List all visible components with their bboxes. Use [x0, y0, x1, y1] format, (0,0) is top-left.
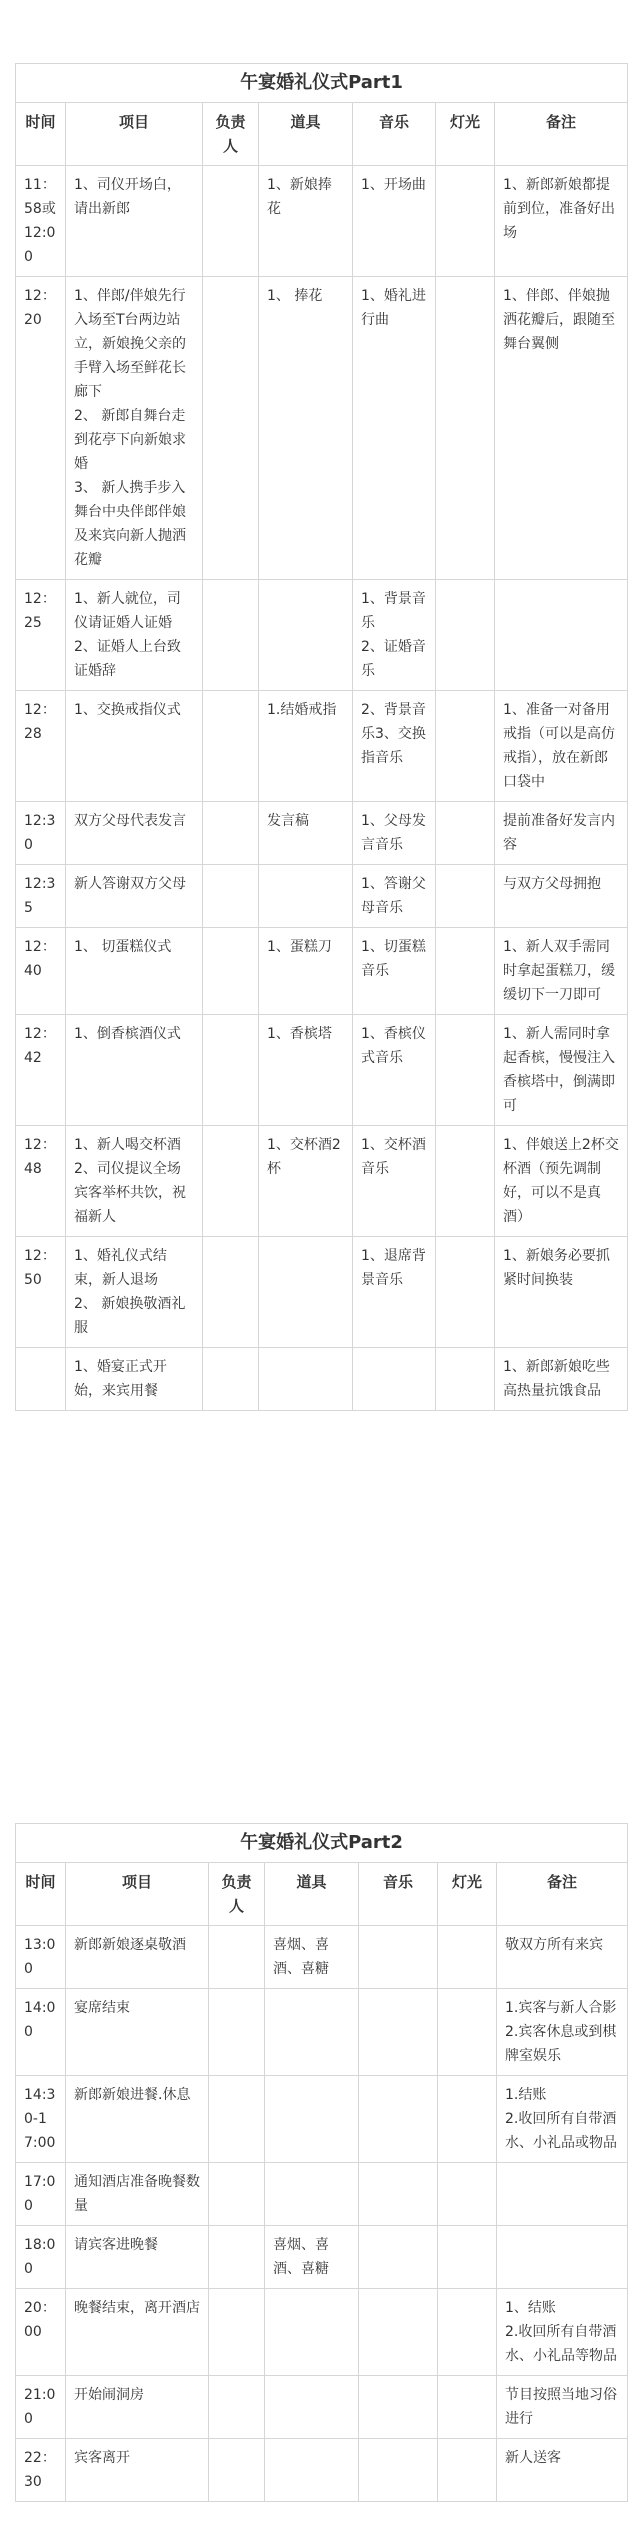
props-cell — [265, 2376, 359, 2439]
props-cell: 1、香槟塔 — [259, 1015, 353, 1126]
music-cell: 2、背景音乐3、交换指音乐 — [353, 691, 436, 802]
light-cell — [436, 1126, 495, 1237]
note-cell: 新人送客 — [497, 2439, 628, 2502]
owner-cell — [209, 2076, 265, 2163]
music-cell — [359, 1926, 438, 1989]
props-cell — [259, 580, 353, 691]
table-row — [16, 691, 628, 802]
music-cell: 1、开场曲 — [353, 166, 436, 277]
item-cell: 双方父母代表发言 — [66, 802, 203, 865]
time-cell: 18:00 — [16, 2226, 66, 2289]
owner-cell — [209, 2439, 265, 2502]
note-cell: 1、新郎新娘吃些高热量抗饿食品 — [495, 1348, 628, 1411]
note-cell: 1.结账 2.收回所有自带酒水、小礼品或物品 — [497, 2076, 628, 2163]
table-row — [16, 865, 628, 928]
header-owner: 负责人 — [203, 103, 259, 166]
light-cell — [438, 1926, 497, 1989]
owner-cell — [203, 1015, 259, 1126]
light-cell — [436, 1015, 495, 1126]
header-music: 音乐 — [353, 103, 436, 166]
time-cell: 13:00 — [16, 1926, 66, 1989]
table-title: 午宴婚礼仪式Part1 — [16, 64, 628, 103]
props-cell: 1、 捧花 — [259, 277, 353, 580]
header-light: 灯光 — [436, 103, 495, 166]
table-row — [16, 2163, 628, 2226]
header-light: 灯光 — [438, 1863, 497, 1926]
time-cell: 12:35 — [16, 865, 66, 928]
owner-cell — [203, 1126, 259, 1237]
note-cell: 1、新娘务必要抓紧时间换装 — [495, 1237, 628, 1348]
table-row — [16, 277, 628, 580]
time-cell: 14:30-17:00 — [16, 2076, 66, 2163]
table-row — [16, 1015, 628, 1126]
header-music: 音乐 — [359, 1863, 438, 1926]
light-cell — [438, 2289, 497, 2376]
light-cell — [438, 2376, 497, 2439]
schedule-table-part1 — [15, 63, 628, 1411]
owner-cell — [209, 2163, 265, 2226]
table-row — [16, 1989, 628, 2076]
light-cell — [438, 2439, 497, 2502]
light-cell — [438, 2076, 497, 2163]
time-cell: 14:00 — [16, 1989, 66, 2076]
time-cell: 17:00 — [16, 2163, 66, 2226]
props-cell: 喜烟、喜酒、喜糖 — [265, 1926, 359, 1989]
table-row — [16, 2226, 628, 2289]
music-cell — [359, 2076, 438, 2163]
music-cell: 1、答谢父母音乐 — [353, 865, 436, 928]
note-cell: 1、新郎新娘都提前到位，准备好出场 — [495, 166, 628, 277]
music-cell: 1、退席背景音乐 — [353, 1237, 436, 1348]
time-cell: 11：58或12:00 — [16, 166, 66, 277]
table-row — [16, 1237, 628, 1348]
item-cell: 宴席结束 — [66, 1989, 209, 2076]
table-row — [16, 2076, 628, 2163]
header-props: 道具 — [259, 103, 353, 166]
music-cell — [359, 2376, 438, 2439]
time-cell: 12：28 — [16, 691, 66, 802]
table-row — [16, 928, 628, 1015]
table-row — [16, 2289, 628, 2376]
music-cell — [359, 2439, 438, 2502]
item-cell: 通知酒店准备晚餐数量 — [66, 2163, 209, 2226]
light-cell — [436, 580, 495, 691]
note-cell: 与双方父母拥抱 — [495, 865, 628, 928]
note-cell: 1、伴娘送上2杯交杯酒（预先调制好，可以不是真酒） — [495, 1126, 628, 1237]
props-cell: 1、蛋糕刀 — [259, 928, 353, 1015]
item-cell: 1、婚宴正式开始，来宾用餐 — [66, 1348, 203, 1411]
light-cell — [436, 1237, 495, 1348]
music-cell: 1、切蛋糕音乐 — [353, 928, 436, 1015]
header-owner: 负责人 — [209, 1863, 265, 1926]
time-cell: 12:30 — [16, 802, 66, 865]
owner-cell — [203, 865, 259, 928]
header-note: 备注 — [495, 103, 628, 166]
item-cell: 1、交换戒指仪式 — [66, 691, 203, 802]
header-time: 时间 — [16, 1863, 66, 1926]
note-cell: 节目按照当地习俗进行 — [497, 2376, 628, 2439]
light-cell — [436, 865, 495, 928]
note-cell: 1、伴郎、伴娘抛洒花瓣后，跟随至舞台翼侧 — [495, 277, 628, 580]
note-cell: 1、结账 2.收回所有自带酒水、小礼品等物品 — [497, 2289, 628, 2376]
item-cell: 新郎新娘逐桌敬酒 — [66, 1926, 209, 1989]
owner-cell — [203, 802, 259, 865]
item-cell: 1、司仪开场白，请出新郎 — [66, 166, 203, 277]
time-cell: 12：25 — [16, 580, 66, 691]
item-cell: 1、倒香槟酒仪式 — [66, 1015, 203, 1126]
music-cell — [353, 1348, 436, 1411]
music-cell: 1、背景音乐 2、证婚音乐 — [353, 580, 436, 691]
props-cell — [259, 1348, 353, 1411]
owner-cell — [203, 691, 259, 802]
music-cell — [359, 1989, 438, 2076]
table-row — [16, 2439, 628, 2502]
header-item: 项目 — [66, 1863, 209, 1926]
music-cell: 1、婚礼进行曲 — [353, 277, 436, 580]
light-cell — [438, 1989, 497, 2076]
light-cell — [438, 2226, 497, 2289]
props-cell — [259, 865, 353, 928]
props-cell — [265, 2163, 359, 2226]
note-cell — [497, 2163, 628, 2226]
time-cell: 22：30 — [16, 2439, 66, 2502]
owner-cell — [209, 1989, 265, 2076]
light-cell — [436, 691, 495, 802]
props-cell — [265, 1989, 359, 2076]
item-cell: 1、 切蛋糕仪式 — [66, 928, 203, 1015]
time-cell: 12：40 — [16, 928, 66, 1015]
owner-cell — [209, 2226, 265, 2289]
props-cell: 喜烟、喜酒、喜糖 — [265, 2226, 359, 2289]
item-cell: 宾客离开 — [66, 2439, 209, 2502]
note-cell: 1.宾客与新人合影 2.宾客休息或到棋牌室娱乐 — [497, 1989, 628, 2076]
props-cell — [265, 2289, 359, 2376]
owner-cell — [209, 2376, 265, 2439]
owner-cell — [203, 928, 259, 1015]
header-props: 道具 — [265, 1863, 359, 1926]
time-cell: 12：50 — [16, 1237, 66, 1348]
owner-cell — [203, 1237, 259, 1348]
props-cell: 发言稿 — [259, 802, 353, 865]
time-cell — [16, 1348, 66, 1411]
note-cell: 敬双方所有来宾 — [497, 1926, 628, 1989]
table-row — [16, 1348, 628, 1411]
header-note: 备注 — [497, 1863, 628, 1926]
table-row — [16, 1126, 628, 1237]
item-cell: 1、婚礼仪式结束，新人退场 2、 新娘换敬酒礼服 — [66, 1237, 203, 1348]
props-cell: 1、交杯酒2杯 — [259, 1126, 353, 1237]
music-cell: 1、香槟仪式音乐 — [353, 1015, 436, 1126]
table-title: 午宴婚礼仪式Part2 — [16, 1824, 628, 1863]
props-cell: 1.结婚戒指 — [259, 691, 353, 802]
light-cell — [436, 802, 495, 865]
schedule-table-part2 — [15, 1823, 628, 2502]
note-cell — [497, 2226, 628, 2289]
owner-cell — [203, 277, 259, 580]
time-cell: 20：00 — [16, 2289, 66, 2376]
note-cell: 提前准备好发言内容 — [495, 802, 628, 865]
music-cell — [359, 2163, 438, 2226]
table-row — [16, 166, 628, 277]
header-item: 项目 — [66, 103, 203, 166]
item-cell: 1、伴郎/伴娘先行入场至T台两边站立，新娘挽父亲的手臂入场至鲜花长廊下 2、 新郎自舞台走到花亭下向新娘求婚 3、 新人携手步入舞台中央伴郎伴娘及来宾向新人抛洒花瓣 — [66, 277, 203, 580]
item-cell: 新郎新娘进餐.休息 — [66, 2076, 209, 2163]
props-cell — [265, 2439, 359, 2502]
light-cell — [436, 928, 495, 1015]
light-cell — [436, 1348, 495, 1411]
table-row — [16, 2376, 628, 2439]
note-cell: 1、准备一对备用戒指（可以是高仿戒指），放在新郎口袋中 — [495, 691, 628, 802]
note-cell: 1、新人需同时拿起香槟，慢慢注入香槟塔中，倒满即可 — [495, 1015, 628, 1126]
item-cell: 1、新人喝交杯酒 2、司仪提议全场宾客举杯共饮，祝福新人 — [66, 1126, 203, 1237]
owner-cell — [203, 580, 259, 691]
music-cell — [359, 2226, 438, 2289]
music-cell: 1、父母发言音乐 — [353, 802, 436, 865]
owner-cell — [209, 1926, 265, 1989]
owner-cell — [203, 166, 259, 277]
time-cell: 12：48 — [16, 1126, 66, 1237]
item-cell: 开始闹洞房 — [66, 2376, 209, 2439]
item-cell: 新人答谢双方父母 — [66, 865, 203, 928]
item-cell: 1、新人就位，司仪请证婚人证婚 2、证婚人上台致证婚辞 — [66, 580, 203, 691]
table-row — [16, 1926, 628, 1989]
time-cell: 12：20 — [16, 277, 66, 580]
header-time: 时间 — [16, 103, 66, 166]
props-cell — [265, 2076, 359, 2163]
note-cell: 1、新人双手需同时拿起蛋糕刀，缓缓切下一刀即可 — [495, 928, 628, 1015]
time-cell: 21:00 — [16, 2376, 66, 2439]
item-cell: 请宾客进晚餐 — [66, 2226, 209, 2289]
item-cell: 晚餐结束，离开酒店 — [66, 2289, 209, 2376]
note-cell — [495, 580, 628, 691]
table-row — [16, 802, 628, 865]
owner-cell — [209, 2289, 265, 2376]
props-cell — [259, 1237, 353, 1348]
light-cell — [436, 166, 495, 277]
props-cell: 1、新娘捧花 — [259, 166, 353, 277]
time-cell: 12：42 — [16, 1015, 66, 1126]
table-row — [16, 580, 628, 691]
owner-cell — [203, 1348, 259, 1411]
light-cell — [438, 2163, 497, 2226]
light-cell — [436, 277, 495, 580]
music-cell: 1、交杯酒音乐 — [353, 1126, 436, 1237]
music-cell — [359, 2289, 438, 2376]
